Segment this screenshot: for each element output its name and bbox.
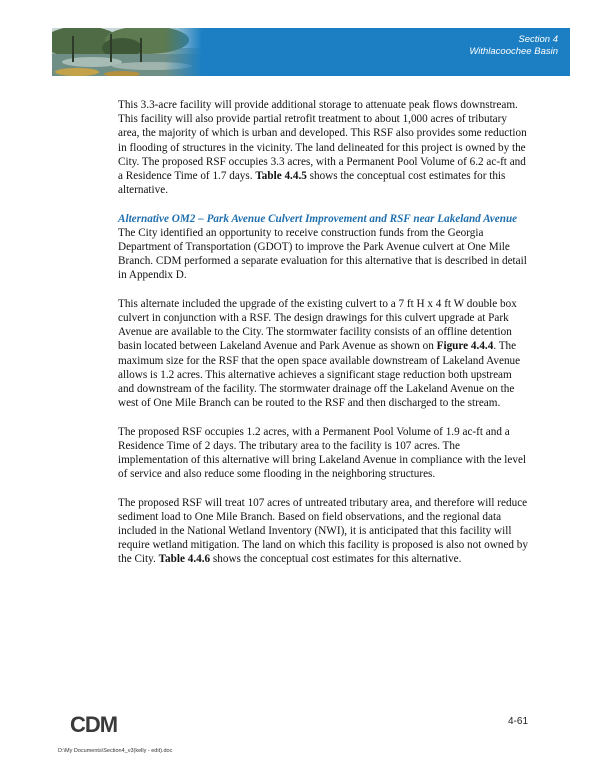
page-number: 4-61 (507, 716, 528, 727)
paragraph-4: The proposed RSF occupies 1.2 acres, with a Permanent Pool Volume of 1.9 ac-ft and a Residence Time of 2 days. The tributary area to the facility is 107 acres. The implementation of this alternative will bring Lakeland Avenue in compliance with the level of service and also reduce some flooding in the neighboring structures. (118, 425, 527, 481)
table-ref-4-4-5: Table 4.4.5 (255, 170, 307, 183)
section-label: Section 4 (518, 34, 558, 45)
cdm-logo: CDM (70, 712, 118, 737)
paragraph-3: This alternate included the upgrade of the existing culvert to a 7 ft H x 4 ft W double box culvert in conjunction with a RSF. The design drawings for this culvert upgrade at Park Avenue are available to the City. The stormwater facility consists of an offline detention basin located between Lakeland Avenue and Park Avenue as shown on Figure 4.4.4. The maximum size for the RSF that the open space available downstream of Lakeland Avenue allows is 1.2 acres. This alternative achieves a significant stage reduction both upstream and downstream of the facility. The stormwater drainage off the Lakeland Avenue on the west of One Mile Branch can be routed to the RSF and then discharged to the stream. (118, 297, 521, 410)
section-header (469, 34, 558, 58)
alternative-heading: Alternative OM2 – Park Avenue Culvert Improvement and RSF near Lakeland Avenue (118, 212, 518, 225)
paragraph-2: The City identified an opportunity to receive construction funds from the Georgia Department of Transportation (GDOT) to improve the Park Avenue culvert at One Mile Branch. CDM performed a separate evaluation for this alternative that is described in detail in Appendix D. (118, 226, 527, 282)
header-photo-swamp (52, 28, 202, 76)
paragraph-1: This 3.3-acre facility will provide additional storage to attenuate peak flows downstream. This facility will also provide partial retrofit treatment to about 1,000 acres of tributary area, the majority of which is urban and developed. This RSF also provides some reduction in flooding of structures in the vicinity. The land delineated for this project is owned by the City. The proposed RSF occupies 3.3 acres, with a Permanent Pool Volume of 6.2 ac-ft and a Residence Time of 1.7 days. Table 4.4.5 shows the conceptual cost estimates for this alternative. (118, 99, 527, 197)
paragraph-5: The proposed RSF will treat 107 acres of untreated tributary area, and therefore will reduce sediment load to One Mile Branch. Based on field observations, and the regional data included in the National Wetland Inventory (NWI), it is anticipated that this facility will require wetland mitigation. The land on which this facility is proposed is also not owned by the City. Table 4.4.6 shows the conceptual cost estimates for this alternative. (118, 496, 528, 566)
figure-ref-4-4-4: Figure 4.4.4 (436, 340, 494, 353)
basin-label: Withlacoochee Basin (469, 46, 558, 57)
file-path: D:\My Documents\Section4_v3(kelly - edit).doc (58, 748, 173, 754)
body-content (118, 98, 530, 581)
table-ref-4-4-6: Table 4.4.6 (158, 553, 211, 566)
